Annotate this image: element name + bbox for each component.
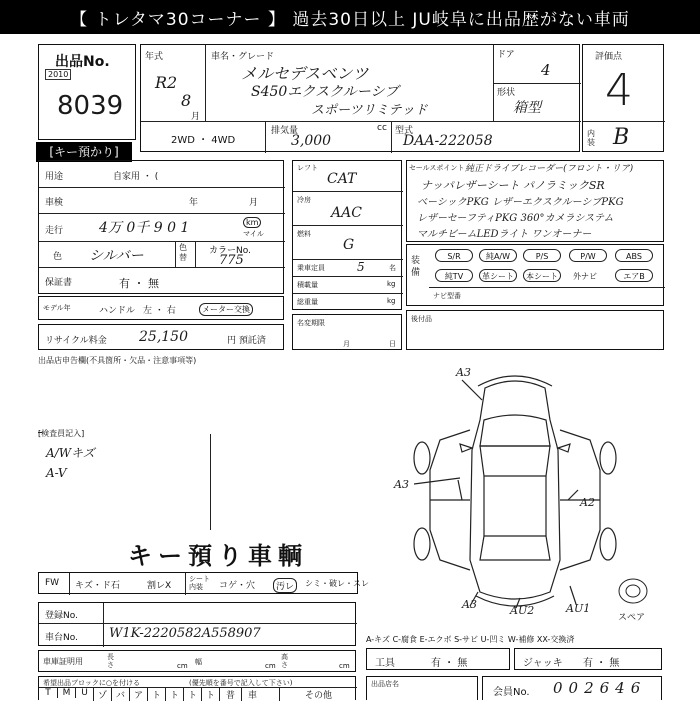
sp-line4: レザーセーフティPKG 360°カメラシステム: [417, 213, 614, 224]
door-value: 4: [541, 61, 551, 79]
equipment-label: 装備: [411, 256, 421, 278]
recycle-label: リサイクル料金: [45, 336, 107, 346]
check-fw: FW: [45, 578, 60, 588]
model-change-label: モデル年: [43, 304, 71, 312]
mileage-km: km: [243, 217, 261, 228]
ac-value: AAC: [331, 205, 362, 221]
recycle-box: [38, 324, 284, 350]
width-label: 幅: [195, 658, 202, 666]
usage-label: 用途: [45, 172, 64, 182]
month-unit: 月: [191, 112, 201, 122]
member-label: 会員No.: [493, 687, 530, 698]
usage-value: 自家用 ・ (: [113, 172, 159, 182]
sp-line3: ベーシックPKG レザーエクスクルーシブPKG: [417, 197, 624, 208]
garage-cert-box: [38, 650, 356, 672]
key-badge: [キー預かり]: [36, 142, 132, 162]
lot-sub: 2010: [45, 69, 71, 80]
ac-label: 冷房: [297, 196, 311, 204]
equip-tv: 純TV: [435, 269, 473, 282]
name-line1: メルセデスベンツ: [241, 64, 369, 83]
block-cell[interactable]: ト: [183, 688, 201, 701]
inspection-year: 年: [189, 198, 199, 208]
selling-points-box: [406, 160, 664, 242]
model-value: DAA-222058: [403, 133, 493, 149]
mark-a3-front: A3: [456, 366, 471, 379]
block-cell[interactable]: ト: [201, 688, 219, 701]
width-unit: cm: [265, 662, 276, 670]
equip-seat: 本シート: [523, 269, 561, 282]
name-line2: S450エクスクルーシブ: [251, 84, 399, 100]
year-value: R2: [155, 73, 178, 92]
check-dirt: 汚レ: [273, 578, 297, 593]
deadline-label: 名変期限: [297, 319, 325, 327]
fuel-value: G: [343, 237, 355, 253]
equip-abs: ABS: [615, 249, 653, 262]
transmission-value: CAT: [327, 171, 357, 187]
equip-sr: S/R: [435, 249, 473, 262]
gross-label: 総重量: [297, 298, 318, 306]
key-title: キー預り車輌: [128, 542, 308, 570]
block-cell[interactable]: ア: [129, 688, 147, 701]
inspector-label: [検査員記入]: [38, 429, 85, 438]
jack-box: [514, 648, 662, 670]
height-label: 高さ: [281, 653, 288, 669]
warranty-label: 保証書: [45, 278, 73, 288]
store-label: 出品店名: [371, 680, 399, 688]
trans-label: レフト: [297, 164, 318, 172]
lot-box: [38, 44, 136, 140]
year-label: 年式: [145, 52, 164, 62]
shape-value: 箱型: [513, 100, 541, 116]
mark-a2-right: A2: [580, 496, 595, 509]
block-cell[interactable]: バ: [111, 688, 129, 701]
capacity-value: 5: [357, 260, 365, 274]
jack-label: ジャッキ: [523, 658, 563, 669]
hope-block-box: [38, 676, 356, 700]
registration-box: [38, 602, 356, 646]
load-label: 積載量: [297, 281, 318, 289]
store-box: [366, 676, 478, 700]
lot-label: 出品No.: [55, 54, 110, 70]
checklist-row: [38, 572, 369, 594]
warranty-value: 有 ・ 無: [119, 277, 159, 290]
check-stain: シミ・破レ・スレ: [305, 579, 369, 588]
door-label: ドア: [497, 50, 515, 60]
selling-points-label: セールスポイント: [409, 164, 465, 172]
height-unit: cm: [339, 662, 350, 670]
capacity-label: 乗車定員: [297, 264, 325, 272]
vehicle-header-box: [140, 44, 580, 152]
cert-label: 車庫証明用: [43, 657, 83, 666]
jack-value: 有 ・ 無: [583, 658, 620, 669]
chassis-value: W1K-2220582A558907: [109, 626, 261, 641]
month-value: 8: [181, 91, 192, 110]
inspector-note2: A-V: [46, 466, 67, 480]
model-label: 型式: [395, 126, 414, 136]
handle-box: [38, 296, 284, 320]
lot-number: 8039: [57, 91, 124, 121]
mark-au2: AU2: [510, 604, 535, 617]
block-cell[interactable]: M: [57, 688, 75, 698]
mark-au1: AU1: [566, 602, 591, 615]
sp-line5: マルチビームLEDライト ワンオーナー: [417, 229, 592, 240]
interior-value: B: [613, 125, 630, 150]
inspection-label: 車検: [45, 198, 64, 208]
handle-value: 左 ・ 右: [143, 306, 176, 316]
drive-value: 2WD ・ 4WD: [171, 135, 236, 146]
hope-label: 希望出品ブロックに○を付ける: [43, 679, 140, 687]
spare-label: スペア: [618, 613, 646, 623]
mileage-mile: マイル: [243, 230, 264, 238]
chassis-label: 車台No.: [45, 633, 78, 643]
block-cell[interactable]: U: [75, 688, 93, 698]
aftermarket-label: 後付品: [411, 315, 432, 323]
tools-label: 工具: [375, 658, 395, 669]
interior-label: 内装: [587, 129, 595, 147]
check-scratch: キズ・ド石: [75, 581, 120, 591]
page-banner: 【 トレタマ30コーナー 】 過去30日以上 JU岐阜に出品歴がない車両: [0, 0, 700, 34]
block-cell[interactable]: ト: [165, 688, 183, 701]
deadline-unit: 月: [343, 340, 350, 348]
handle-label: ハンドル: [99, 306, 136, 316]
aftermarket-box: [406, 310, 664, 350]
specs-box: [292, 160, 402, 310]
tools-value: 有 ・ 無: [431, 658, 468, 669]
notes-label: 出品店申告欄(不具箇所・欠品・注意事項等): [38, 356, 197, 365]
equip-aw: 純A/W: [479, 249, 517, 262]
name-label: 車名・グレード: [211, 52, 275, 62]
length-unit: cm: [177, 662, 188, 670]
navi-label: ナビ型番: [433, 292, 461, 300]
displacement-value: 3,000: [291, 133, 332, 149]
color-no-value: 775: [219, 253, 244, 268]
damage-legend: A-キズ C-腐食 E-エクボ S-サビ U-凹ミ W-補修 XX-交換済: [366, 635, 575, 644]
hope-note: (優先順を番号で記入して下さい): [189, 679, 293, 687]
color-label: 色: [53, 252, 63, 262]
score-label: 評価点: [595, 52, 623, 62]
block-cell[interactable]: 車: [241, 688, 263, 701]
block-cell[interactable]: 普: [219, 688, 241, 701]
name-line3: スポーツリミテッド: [311, 103, 428, 118]
check-burn: コゲ・穴: [219, 581, 256, 591]
check-crack: 割レX: [147, 581, 172, 591]
capacity-unit: 名: [389, 264, 396, 272]
recycle-value: 25,150: [139, 329, 188, 345]
sp-line2: ナッパレザーシート パノラミックSR: [421, 179, 605, 192]
reg-label: 登録No.: [45, 611, 78, 621]
mark-a3-rear: A3: [462, 598, 477, 611]
meter-label: メーター交換: [199, 303, 253, 316]
cc-unit: cc: [377, 123, 387, 133]
color-no-label: カラーNo.: [209, 246, 251, 256]
color-value: シルバー: [89, 248, 144, 264]
gross-unit: kg: [387, 297, 396, 305]
details-box: [38, 160, 284, 294]
member-value: 002646: [553, 679, 647, 697]
equipment-box: [406, 244, 664, 306]
load-unit: kg: [387, 280, 396, 288]
tools-box: [366, 648, 510, 670]
block-cell[interactable]: ト: [147, 688, 165, 701]
block-cell[interactable]: T: [45, 688, 51, 698]
score-box: [582, 44, 664, 152]
equip-navi: 外ナビ: [573, 272, 597, 281]
car-damage-diagram: [400, 360, 630, 620]
fuel-label: 燃料: [297, 230, 311, 238]
mileage-label: 走行: [45, 226, 64, 236]
mark-a3-left: A3: [394, 478, 409, 491]
recycle-unit: 円 預託済: [227, 336, 266, 346]
displacement-label: 排気量: [271, 126, 299, 136]
other-cell: その他: [279, 688, 357, 701]
inspection-month: 月: [249, 198, 259, 208]
equip-pw: P/W: [569, 249, 607, 262]
equip-ps: P/S: [523, 249, 561, 262]
member-box: [482, 676, 662, 700]
length-label: 長さ: [107, 653, 114, 669]
mileage-value: 4万 0千 9 0 1: [99, 220, 190, 236]
score-value: 4: [605, 65, 633, 116]
deadline-box: [292, 314, 402, 350]
equip-leather: 革シート: [479, 269, 517, 282]
deadline-day: 日: [389, 340, 396, 348]
block-cell[interactable]: ゾ: [93, 688, 111, 701]
sp-line1: 純正ドライブレコーダー(フロント・リア): [465, 164, 634, 174]
inspector-note1: A/Wキズ: [46, 446, 95, 460]
color-change-label: 色替: [179, 243, 187, 262]
shape-label: 形状: [497, 88, 516, 98]
spare-tire-icon: [616, 576, 650, 606]
check-seat: シート内装: [189, 575, 210, 591]
equip-airbag: エアB: [615, 269, 653, 282]
